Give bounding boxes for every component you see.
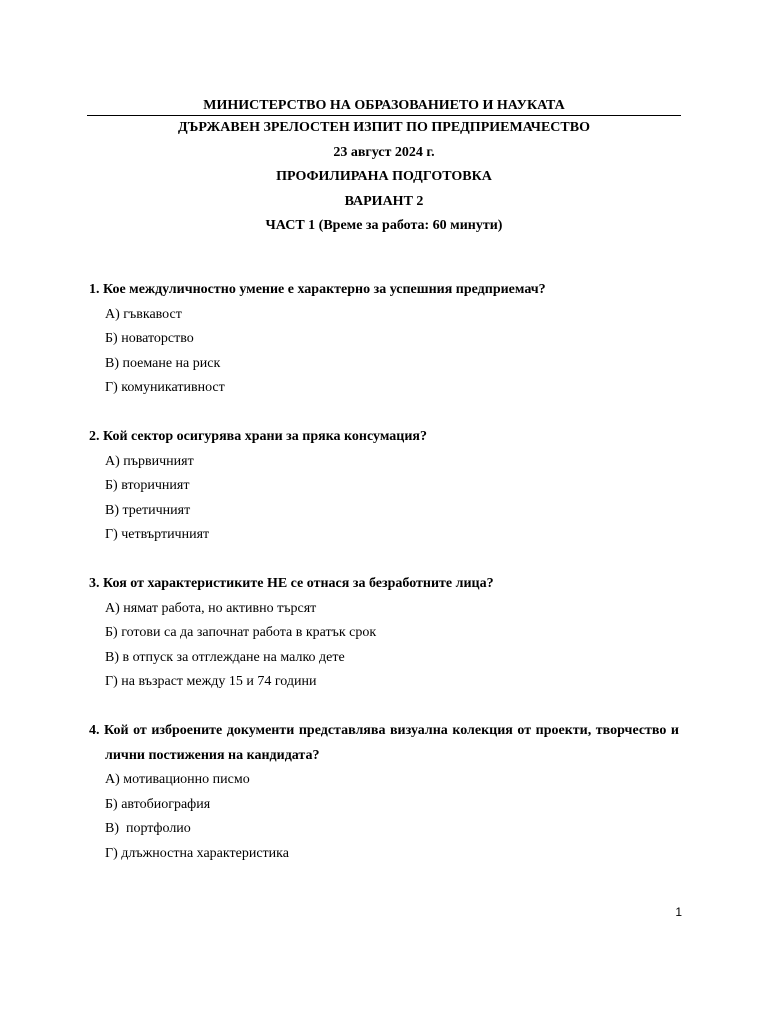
exam-part: ЧАСТ 1 (Време за работа: 60 минути): [265, 218, 503, 233]
answer-option-b: Б) автобиография: [105, 796, 211, 812]
answer-option-a: А) първичният: [105, 453, 194, 469]
header-divider: [87, 115, 681, 116]
exam-variant: ВАРИАНТ 2: [344, 193, 424, 209]
answer-option-g: Г) на възраст между 15 и 74 години: [105, 674, 317, 689]
exam-title: ДЪРЖАВЕН ЗРЕЛОСТЕН ИЗПИТ ПО ПРЕДПРИЕМАЧЕСТВО: [178, 120, 590, 135]
question-text: 2. Кой сектор осигурява храни за пряка консумация?: [89, 429, 427, 444]
answer-option-a: А) мотивационно писмо: [105, 772, 250, 787]
ministry-title: МИНИСТЕРСТВО НА ОБРАЗОВАНИЕТО И НАУКАТА: [203, 98, 565, 113]
question-1: [89, 278, 679, 401]
answer-option-g: Г) четвъртичният: [105, 527, 210, 542]
answer-option-v: В) в отпуск за отглеждане на малко дете: [105, 649, 345, 665]
exam-date: 23 август 2024 г.: [333, 144, 435, 160]
question-4: [89, 719, 679, 866]
answer-option-b: Б) готови са да започнат работа в кратък срок: [105, 625, 377, 640]
question-3: [89, 572, 679, 695]
exam-track: ПРОФИЛИРАНА ПОДГОТОВКА: [276, 169, 492, 184]
question-list: [89, 278, 679, 891]
answer-option-v: В) портфолио: [105, 821, 191, 836]
answer-option-b: Б) вторичният: [105, 478, 190, 493]
question-text: 4. Кой от изброените документи представлява визуална колекция от проекти, творчество и лични постижения на кандидата?: [89, 723, 679, 763]
answer-option-v: В) поемане на риск: [105, 355, 221, 371]
question-2: [89, 425, 679, 548]
answer-option-a: А) нямат работа, но активно търсят: [105, 600, 317, 616]
answer-option-g: Г) комуникативност: [105, 380, 225, 395]
answer-option-g: Г) длъжностна характеристика: [105, 845, 289, 861]
answer-option-v: В) третичният: [105, 502, 191, 518]
answer-option-b: Б) новаторство: [105, 331, 194, 346]
question-text: 1. Кое междуличностно умение е характерно за успешния предприемач?: [89, 282, 546, 297]
page-number: 1: [675, 905, 682, 919]
answer-option-a: А) гъвкавост: [105, 306, 182, 322]
document-header: [0, 95, 768, 239]
question-text: 3. Коя от характеристиките НЕ се отнася за безработните лица?: [89, 576, 494, 591]
